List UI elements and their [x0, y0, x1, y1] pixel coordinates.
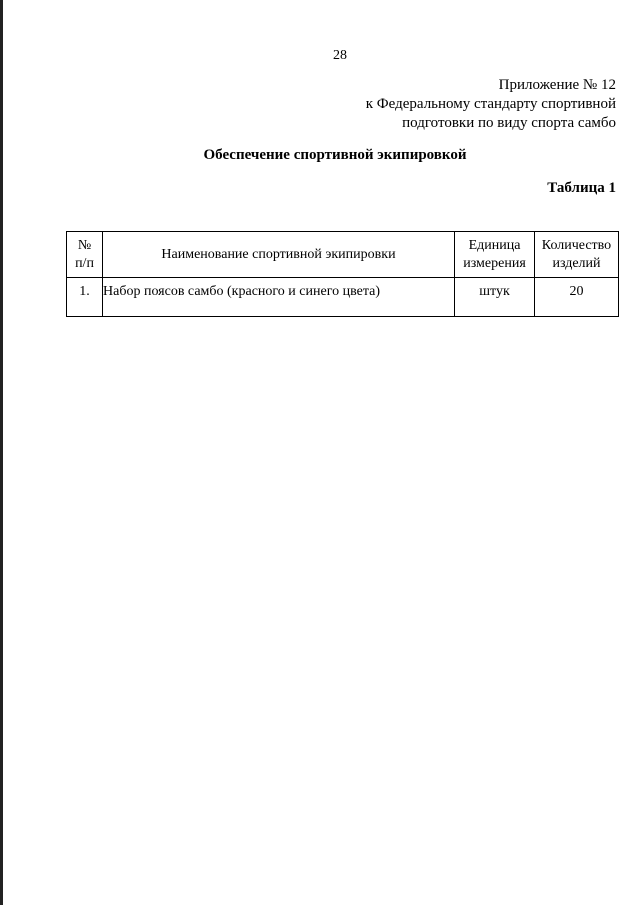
table-label: Таблица 1: [547, 180, 616, 196]
header-quantity-line-2: изделий: [552, 255, 601, 271]
row-unit: штук: [455, 278, 535, 317]
header-number: [67, 232, 103, 278]
row-equipment-name: Набор поясов самбо (красного и синего цвета): [103, 278, 455, 317]
appendix-block: [296, 76, 616, 133]
header-number-line-1: №: [77, 237, 92, 253]
row-quantity: 20: [535, 278, 619, 317]
table-row: [67, 278, 619, 317]
document-title: Обеспечение спортивной экипировкой: [203, 147, 467, 163]
appendix-line-3: подготовки по виду спорта самбо: [402, 115, 616, 131]
table-header-row: [67, 232, 619, 278]
header-unit-line-2: измерения: [463, 255, 526, 271]
page-number: 28: [333, 48, 347, 63]
header-name: Наименование спортивной экипировки: [103, 232, 455, 278]
header-quantity: [535, 232, 619, 278]
page-left-edge: [0, 0, 3, 905]
appendix-line-1: Приложение № 12: [498, 77, 616, 93]
header-number-line-2: п/п: [75, 255, 94, 271]
header-unit: [455, 232, 535, 278]
equipment-table: [66, 231, 619, 317]
header-unit-line-1: Единица: [468, 237, 521, 253]
row-number: 1.: [67, 278, 103, 317]
header-quantity-line-1: Количество: [541, 237, 612, 253]
appendix-line-2: к Федеральному стандарту спортивной: [365, 96, 616, 112]
